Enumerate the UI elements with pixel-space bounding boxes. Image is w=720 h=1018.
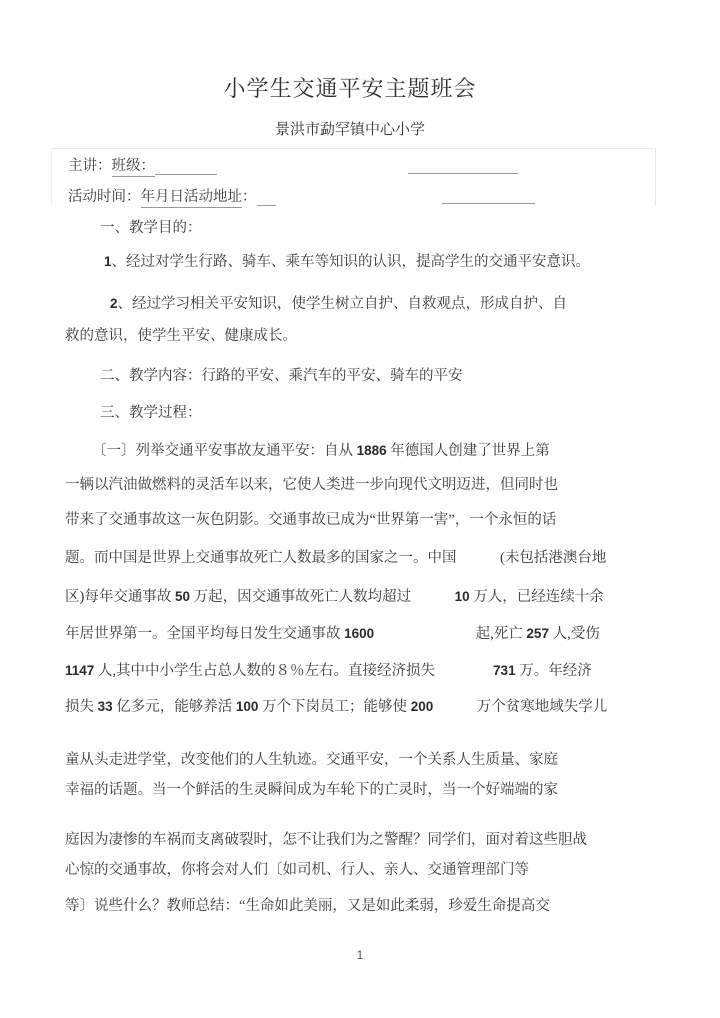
page-number: 1 — [356, 948, 364, 962]
body-line: 损失 33 亿多元，能够养活 100 万个下岗员工；能够使 200 万个贫寒地域失学儿 — [65, 699, 608, 715]
body-line: 1147 人,其中中小学生占总人数的８％左右。直接经济损失 731 万。年经济 — [65, 663, 592, 679]
body-line: 一辆以汽油做燃料的灵活车以来，它使人类进一步向现代文明迈进，但同时也 — [65, 477, 558, 493]
header-line-lecturer — [68, 158, 217, 175]
body-line: 二、教学内容：行路的平安、乘汽车的平安、骑车的平安 — [100, 368, 463, 384]
body-line: 2、经过学习相关平安知识，使学生树立自护、自救观点，形成自护、自 — [110, 296, 568, 312]
body-line: 心惊的交通事故，你将会对人们〔如司机、行人、亲人、交通管理部门等 — [65, 862, 529, 878]
time-blank-line — [442, 203, 535, 204]
body-line: 三、教学过程： — [100, 405, 202, 421]
lecturer-label: 主讲： — [68, 158, 112, 174]
document-subtitle: 景洪市勐罕镇中心小学 — [274, 122, 425, 138]
place-blank-line — [257, 191, 276, 206]
lecturer-blank-line — [408, 173, 518, 174]
document-title: 小学生交通平安主题班会 — [223, 76, 477, 101]
body-line: 等〕说些什么？教师总结：“生命如此美丽，又是如此柔弱，珍爱生命提高交 — [65, 898, 550, 914]
body-line: 年居世界第一。全国平均每日发生交通事故 1600 起,死亡 257 人,受伤 — [65, 626, 600, 642]
class-label: 班级： — [112, 158, 156, 177]
body-line: 童从头走进学堂，改变他们的人生轨迹。交通平安，一个关系人生质量、家庭 — [65, 752, 558, 768]
body-line: 区)每年交通事故 50 万起，因交通事故死亡人数均超过 10 万人，已经连续十余 — [65, 589, 604, 605]
body-line: 庭因为凄惨的车祸而支离破裂时，怎不让我们为之警醒？同学们，面对着这些胆战 — [65, 832, 587, 848]
body-line: 带来了交通事故这一灰色阴影。交通事故已成为“世界第一害”，一个永恒的话 — [65, 512, 557, 528]
class-blank-line — [155, 160, 217, 175]
time-label: 活动时间： — [68, 189, 141, 205]
time-colon: ： — [242, 189, 257, 205]
body-line: 一、教学目的： — [100, 220, 202, 236]
body-line: 〔一〕列举交通平安事故友通平安：自从 1886 年德国人创建了世界上第 — [92, 443, 550, 459]
body-line: 救的意识，使学生平安、健康成长。 — [65, 328, 297, 344]
body-line: 1、经过对学生行路、骑车、乘车等知识的认识，提高学生的交通平安意识。 — [104, 254, 591, 270]
body-line: 题。而中国是世界上交通事故死亡人数最多的国家之一。中国 (未包括港澳台地 — [65, 550, 607, 566]
header-line-time — [68, 189, 276, 206]
body-line: 幸福的话题。当一个鲜活的生灵瞬间成为车轮下的亡灵时，当一个好端端的家 — [65, 782, 558, 798]
time-place-text: 年月日活动地址 — [141, 189, 243, 208]
